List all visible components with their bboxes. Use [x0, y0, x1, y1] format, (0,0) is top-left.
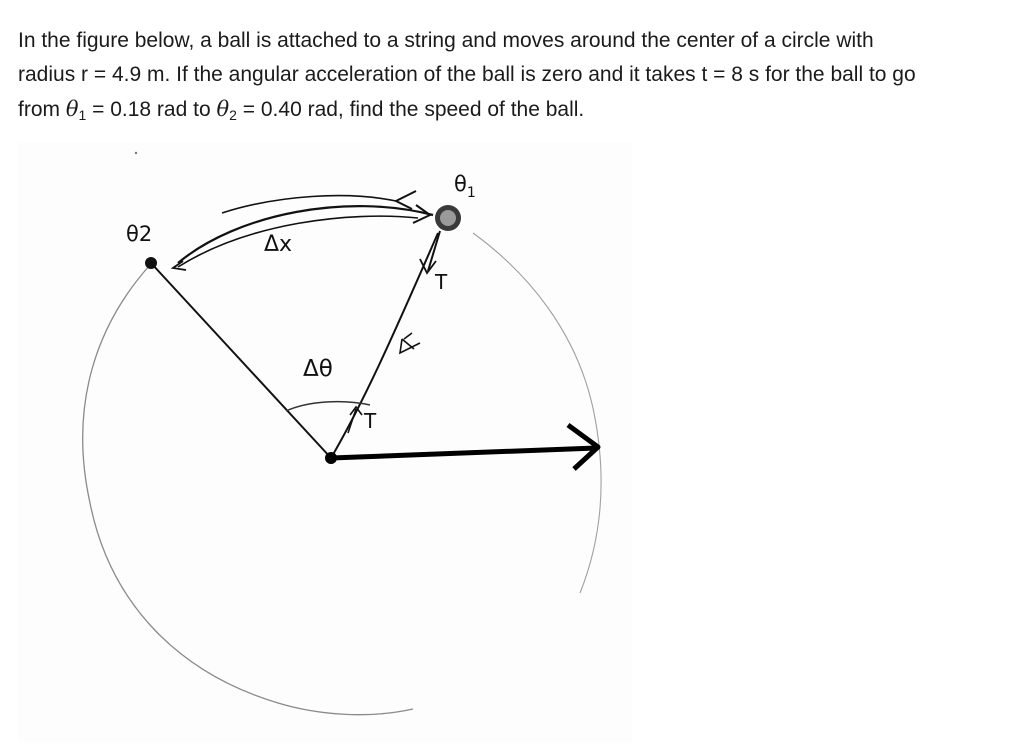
circle-outline-left [83, 265, 413, 715]
theta-symbol-1: θ [65, 97, 79, 121]
label-delta-theta: Δθ [303, 356, 333, 382]
label-delta-x: Δx [264, 232, 293, 257]
ball-theta2 [145, 257, 157, 269]
theta-subscript-1: 1 [78, 107, 87, 123]
stray-dot [135, 152, 137, 154]
question-line-3-mid: = 0.18 rad to [86, 98, 217, 121]
question-line-3-end: = 0.40 rad, find the speed of the ball. [236, 98, 585, 121]
label-theta1: $\theta_1$ [454, 172, 476, 201]
motion-arc-lower [178, 216, 418, 267]
hand-drawn-figure [18, 143, 632, 743]
motion-arc-upper [178, 206, 433, 263]
radius-line-theta1 [331, 233, 438, 458]
question-line-2: radius r = 4.9 m. If the angular acceleration of the ball is zero and it takes t = 8 s for the ball to go [18, 63, 916, 86]
question-line-1: In the figure below, a ball is attached to a string and moves around the center of a circle with [18, 29, 874, 52]
theta-subscript-2: 2 [229, 107, 237, 123]
ball-theta1-shade [440, 210, 456, 226]
arrow-head-right [413, 205, 430, 223]
radius-arrow-mark [400, 333, 420, 353]
question-text [18, 24, 1018, 127]
question-line-3-from: from [18, 98, 66, 121]
center-point [325, 452, 337, 464]
figure-drawing [18, 143, 632, 743]
circle-outline-right [473, 233, 601, 593]
label-tension-bottom: T [364, 409, 377, 433]
label-theta2: θ2 [126, 222, 153, 246]
tension-arrow-bottom [348, 407, 362, 433]
label-tension-top: T [435, 270, 448, 294]
radius-vector [331, 448, 596, 458]
theta-symbol-2: θ [216, 97, 230, 121]
arrow-head-left [396, 191, 416, 209]
